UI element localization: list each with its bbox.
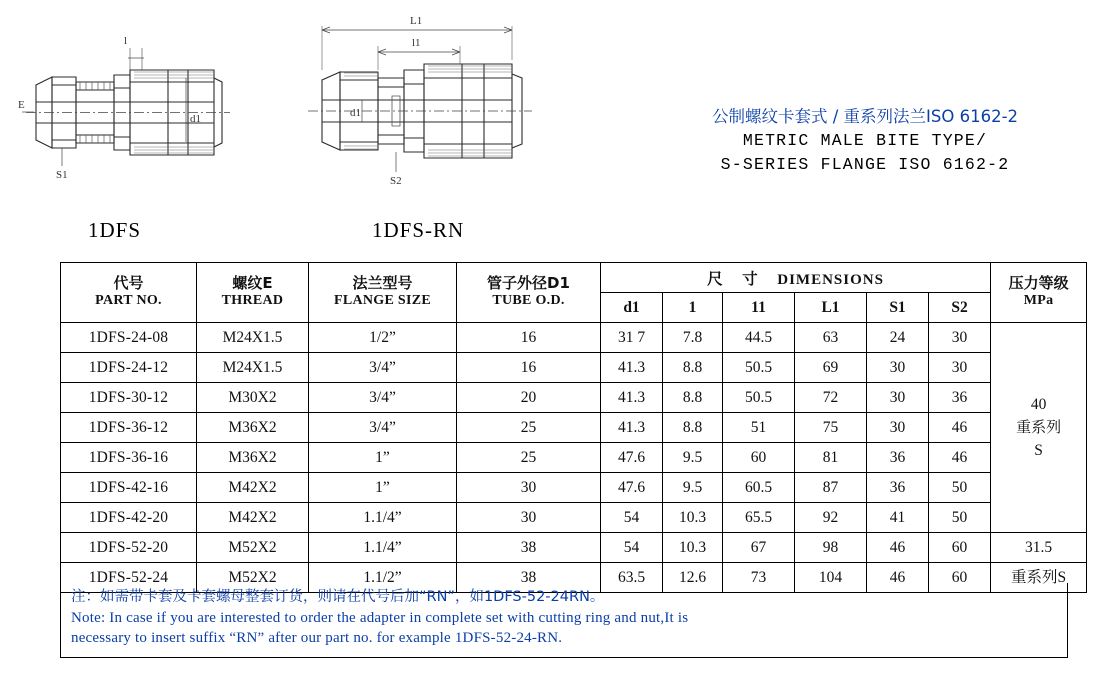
cell-tube: 20 <box>457 383 601 413</box>
cell-flange: 1.1/2” <box>309 563 457 593</box>
cell-tube: 16 <box>457 353 601 383</box>
callout-E: E <box>18 99 25 111</box>
cell-flange: 3/4” <box>309 383 457 413</box>
cell-flange: 1” <box>309 473 457 503</box>
drawing-1dfs <box>18 30 278 205</box>
th-tube-od <box>457 263 601 323</box>
note-english-line2: necessary to insert suffix “RN” after our part no. for example 1DFS-52-24-RN. <box>71 630 563 647</box>
cell-l1: 50.5 <box>723 383 795 413</box>
th-dim-l: 1 <box>663 293 723 323</box>
callout-d1: d1 <box>190 113 201 125</box>
cell-l: 10.3 <box>663 503 723 533</box>
spec-table <box>60 262 1087 593</box>
cell-S2: 30 <box>929 323 991 353</box>
cell-d1: 41.3 <box>601 383 663 413</box>
th-part-no-en: PART NO. <box>95 292 162 308</box>
pressure-series-cn: 重系列 <box>1016 418 1062 437</box>
cell-part: 1DFS-24-08 <box>61 323 197 353</box>
cell-L1: 63 <box>795 323 867 353</box>
th-dimensions <box>601 263 991 293</box>
th-dimensions-en: DIMENSIONS <box>777 271 884 288</box>
cell-L1: 92 <box>795 503 867 533</box>
cell-flange: 1/2” <box>309 323 457 353</box>
th-thread-en: THREAD <box>221 292 284 308</box>
cell-d1: 31 7 <box>601 323 663 353</box>
cell-part: 1DFS-36-12 <box>61 413 197 443</box>
cell-pressure-group-2: 31.5 <box>991 533 1087 563</box>
th-part-no-cn: 代号 <box>113 274 144 293</box>
th-pressure <box>991 263 1087 323</box>
th-tube-od-en: TUBE O.D. <box>492 292 565 308</box>
cell-thread: M52X2 <box>197 533 309 563</box>
th-dim-L1: L1 <box>795 293 867 323</box>
cell-l1: 50.5 <box>723 353 795 383</box>
cell-L1: 69 <box>795 353 867 383</box>
cell-d1: 63.5 <box>601 563 663 593</box>
cell-thread: M24X1.5 <box>197 353 309 383</box>
cell-flange: 3/4” <box>309 353 457 383</box>
cell-part: 1DFS-42-16 <box>61 473 197 503</box>
cell-S2: 60 <box>929 533 991 563</box>
cell-S2: 46 <box>929 413 991 443</box>
callout-S1: S1 <box>56 169 68 181</box>
spec-table-wrapper <box>60 262 1070 593</box>
cell-l1: 67 <box>723 533 795 563</box>
cell-L1: 72 <box>795 383 867 413</box>
cell-flange: 1” <box>309 443 457 473</box>
callout-d1-rn: d1 <box>350 107 361 119</box>
cell-l1: 51 <box>723 413 795 443</box>
cell-d1: 41.3 <box>601 413 663 443</box>
table-row <box>61 503 1087 533</box>
th-dim-S2: S2 <box>929 293 991 323</box>
cell-L1: 87 <box>795 473 867 503</box>
note-box <box>60 583 1068 658</box>
cell-S2: 60 <box>929 563 991 593</box>
cell-l: 8.8 <box>663 383 723 413</box>
cell-flange: 1.1/4” <box>309 533 457 563</box>
th-dim-S1: S1 <box>867 293 929 323</box>
cell-L1: 98 <box>795 533 867 563</box>
th-tube-od-cn: 管子外径D1 <box>487 274 570 293</box>
cell-flange: 1.1/4” <box>309 503 457 533</box>
cell-part: 1DFS-30-12 <box>61 383 197 413</box>
title-block <box>640 105 1090 177</box>
cell-tube: 30 <box>457 503 601 533</box>
title-english-line2: S-SERIES FLANGE ISO 6162-2 <box>720 154 1010 174</box>
cell-l: 10.3 <box>663 533 723 563</box>
cell-d1: 41.3 <box>601 353 663 383</box>
cell-d1: 54 <box>601 533 663 563</box>
th-dimensions-cn: 尺 寸 <box>707 270 760 288</box>
table-row <box>61 473 1087 503</box>
cell-tube: 38 <box>457 563 601 593</box>
cell-part: 1DFS-24-12 <box>61 353 197 383</box>
th-dim-l1: 11 <box>723 293 795 323</box>
th-pressure-cn: 压力等级 <box>1008 274 1069 293</box>
cell-S1: 41 <box>867 503 929 533</box>
cell-thread: M42X2 <box>197 473 309 503</box>
cell-l: 8.8 <box>663 353 723 383</box>
cell-d1: 47.6 <box>601 473 663 503</box>
cell-S2: 30 <box>929 353 991 383</box>
part-label-1dfs-rn: 1DFS-RN <box>372 218 465 242</box>
callout-l1: l1 <box>412 37 421 49</box>
callout-S2: S2 <box>390 175 402 187</box>
th-pressure-en: MPa <box>1023 292 1054 308</box>
cell-thread: M42X2 <box>197 503 309 533</box>
th-flange-size-cn: 法兰型号 <box>352 274 413 293</box>
cell-S1: 30 <box>867 383 929 413</box>
table-row <box>61 443 1087 473</box>
table-row <box>61 353 1087 383</box>
cell-pressure-group-3: 重系列S <box>991 563 1087 593</box>
cell-l: 12.6 <box>663 563 723 593</box>
cell-tube: 16 <box>457 323 601 353</box>
cell-thread: M36X2 <box>197 413 309 443</box>
cell-part: 1DFS-52-20 <box>61 533 197 563</box>
part-label-1dfs: 1DFS <box>88 218 142 242</box>
note-chinese: 注：如需带卡套及卡套螺母整套订货，则请在代号后加“RN”，如1DFS-52-24RN。 <box>71 589 605 605</box>
cell-tube: 38 <box>457 533 601 563</box>
cell-l1: 73 <box>723 563 795 593</box>
cell-l: 7.8 <box>663 323 723 353</box>
cell-S2: 50 <box>929 503 991 533</box>
cell-thread: M52X2 <box>197 563 309 593</box>
cell-S1: 30 <box>867 353 929 383</box>
table-row <box>61 413 1087 443</box>
th-thread-cn: 螺纹E <box>232 274 273 293</box>
title-english-line1: METRIC MALE BITE TYPE/ <box>742 130 988 150</box>
table-header-row-1 <box>61 263 1087 293</box>
note-english-line1: Note: In case if you are interested to order the adapter in complete set with cutting ring and nut,It is <box>71 610 689 627</box>
cell-l1: 60.5 <box>723 473 795 503</box>
cell-l: 9.5 <box>663 473 723 503</box>
cell-L1: 81 <box>795 443 867 473</box>
th-thread <box>197 263 309 323</box>
pressure-series-code: S <box>1034 441 1043 459</box>
cell-S1: 36 <box>867 443 929 473</box>
cell-l1: 65.5 <box>723 503 795 533</box>
cell-L1: 75 <box>795 413 867 443</box>
pressure-value: 40 <box>1030 396 1047 413</box>
th-flange-size-en: FLANGE SIZE <box>333 292 432 308</box>
cell-l: 9.5 <box>663 443 723 473</box>
cell-part: 1DFS-36-16 <box>61 443 197 473</box>
cell-S2: 50 <box>929 473 991 503</box>
table-row <box>61 533 1087 563</box>
cell-S1: 46 <box>867 533 929 563</box>
cell-pressure-group-1 <box>991 323 1087 533</box>
cell-flange: 3/4” <box>309 413 457 443</box>
cell-S2: 36 <box>929 383 991 413</box>
cell-l1: 44.5 <box>723 323 795 353</box>
cell-tube: 30 <box>457 473 601 503</box>
cell-S1: 46 <box>867 563 929 593</box>
callout-L1: L1 <box>410 15 423 27</box>
cell-S1: 36 <box>867 473 929 503</box>
cell-S1: 30 <box>867 413 929 443</box>
title-chinese: 公制螺纹卡套式 / 重系列法兰ISO 6162-2 <box>711 107 1019 126</box>
cell-part: 1DFS-52-24 <box>61 563 197 593</box>
cell-d1: 54 <box>601 503 663 533</box>
th-dim-d1: d1 <box>601 293 663 323</box>
cell-tube: 25 <box>457 443 601 473</box>
callout-l: l <box>124 35 128 47</box>
table-row <box>61 323 1087 353</box>
th-flange-size <box>309 263 457 323</box>
cell-thread: M30X2 <box>197 383 309 413</box>
cell-part: 1DFS-42-20 <box>61 503 197 533</box>
cell-l1: 60 <box>723 443 795 473</box>
cell-tube: 25 <box>457 413 601 443</box>
cell-thread: M36X2 <box>197 443 309 473</box>
cell-d1: 47.6 <box>601 443 663 473</box>
table-row <box>61 383 1087 413</box>
cell-L1: 104 <box>795 563 867 593</box>
drawing-1dfs-rn <box>300 12 580 207</box>
cell-S1: 24 <box>867 323 929 353</box>
cell-l: 8.8 <box>663 413 723 443</box>
cell-thread: M24X1.5 <box>197 323 309 353</box>
cell-S2: 46 <box>929 443 991 473</box>
th-part-no <box>61 263 197 323</box>
